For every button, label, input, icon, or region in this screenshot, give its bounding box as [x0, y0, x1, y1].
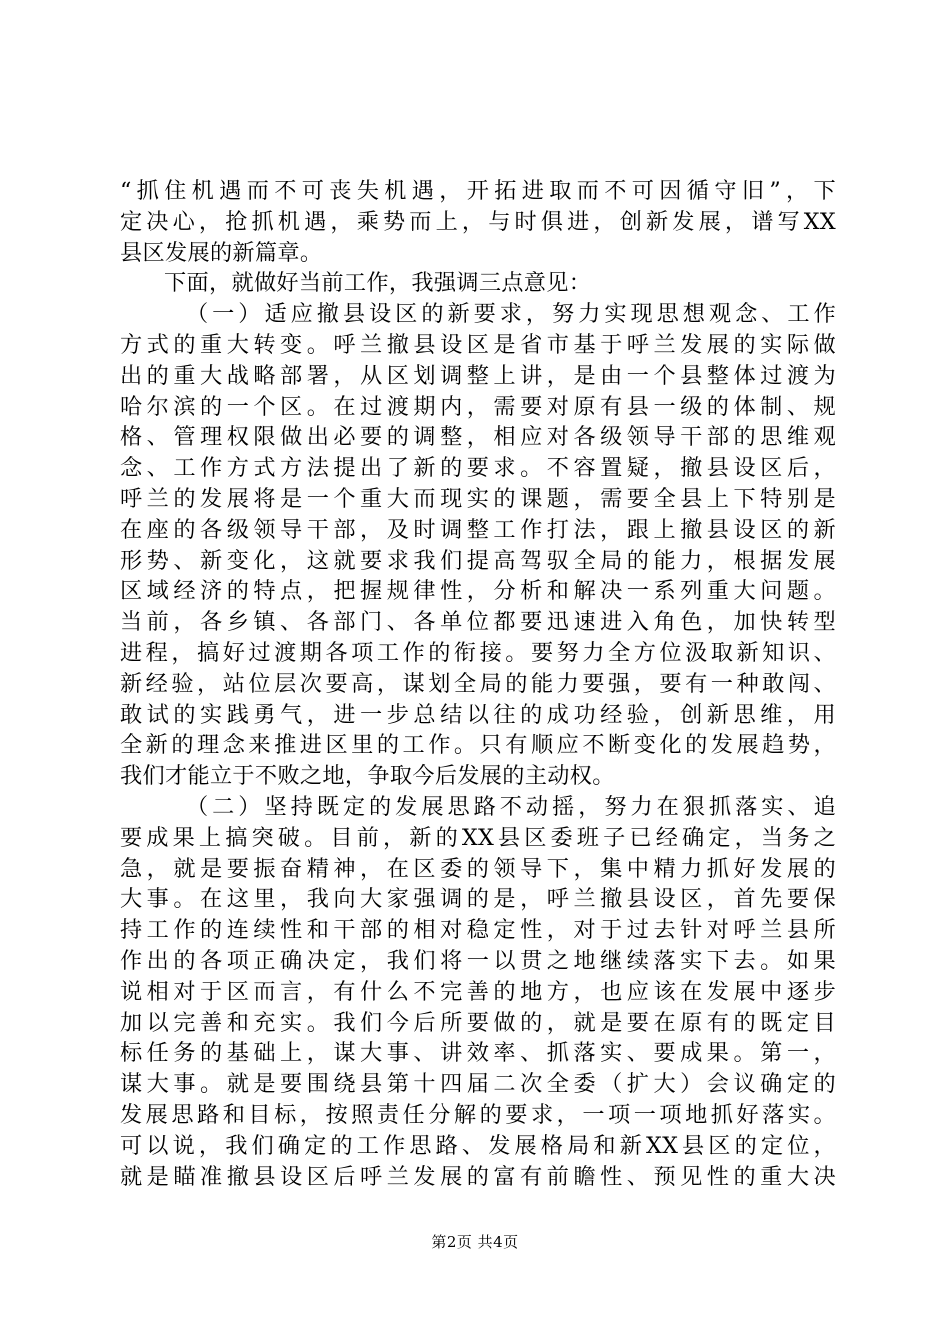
- text-line: 大事。在这里，我向大家强调的是，呼兰撤县设区，首先要保: [120, 886, 836, 913]
- text-line: 急，就是要振奋精神，在区委的领导下，集中精力抓好发展的: [120, 855, 836, 882]
- paragraph-intro-line: 下面，就做好当前工作，我强调三点意见：: [164, 270, 592, 297]
- text-line: 出的重大战略部署，从区划调整上讲，是由一个县整体过渡为: [120, 362, 836, 389]
- text-line: 作出的各项正确决定，我们将一以贯之地继续落实下去。如果: [120, 947, 836, 974]
- text-line: “抓住机遇而不可丧失机遇，开拓进取而不可因循守旧”，下: [120, 178, 836, 204]
- text-line: 新经验，站位层次要高，谋划全局的能力要强，要有一种敢闯、: [120, 670, 836, 697]
- text-line: 可以说，我们确定的工作思路、发展格局和新XX县区的定位，: [120, 1132, 836, 1159]
- text-line: 敢试的实践勇气，进一步总结以往的成功经验，创新思维，用: [120, 701, 836, 728]
- text-line: 念、工作方式方法提出了新的要求。不容置疑，撤县设区后，: [120, 455, 836, 482]
- body-text: [120, 176, 836, 1192]
- text-line: 区域经济的特点，把握规律性，分析和解决一系列重大问题。: [120, 578, 836, 605]
- text-line: 全新的理念来推进区里的工作。只有顺应不断变化的发展趋势，: [120, 732, 836, 759]
- text-line: 格、管理权限做出必要的调整，相应对各级领导干部的思维观: [120, 424, 836, 451]
- page-footer: [0, 1232, 950, 1252]
- text-line: 说相对于区而言，有什么不完善的地方，也应该在发展中逐步: [120, 978, 836, 1005]
- text-line: 形势、新变化，这就要求我们提高驾驭全局的能力，根据发展: [120, 547, 836, 574]
- text-line: 在座的各级领导干部，及时调整工作打法，跟上撤县设区的新: [120, 516, 836, 543]
- text-line: 哈尔滨的一个区。在过渡期内，需要对原有县一级的体制、规: [120, 393, 836, 420]
- text-line: 方式的重大转变。呼兰撤县设区是省市基于呼兰发展的实际做: [120, 331, 836, 358]
- text-line: 谋大事。就是要围绕县第十四届二次全委（扩大）会议确定的: [120, 1071, 836, 1098]
- text-line: 持工作的连续性和干部的相对稳定性，对于过去针对呼兰县所: [120, 917, 836, 944]
- text-line: 标任务的基础上，谋大事、讲效率、抓落实、要成果。第一，: [120, 1040, 836, 1067]
- text-line: 加以完善和充实。我们今后所要做的，就是要在原有的既定目: [120, 1009, 836, 1036]
- text-line: 我们才能立于不败之地，争取今后发展的主动权。: [120, 763, 615, 790]
- section-two-heading-line: （二）坚持既定的发展思路不动摇，努力在狠抓落实、追: [186, 793, 836, 820]
- text-line: 定决心，抢抓机遇，乘势而上，与时俱进，创新发展，谱写XX: [120, 208, 836, 235]
- text-line: 当前，各乡镇、各部门、各单位都要迅速进入角色，加快转型: [120, 609, 836, 636]
- page-number-label: 第2页 共4页: [431, 1233, 519, 1251]
- text-line: 就是瞄准撤县设区后呼兰发展的富有前瞻性、预见性的重大决: [120, 1163, 836, 1190]
- text-line: 进程，搞好过渡期各项工作的衔接。要努力全方位汲取新知识、: [120, 639, 836, 666]
- text-line: 发展思路和目标，按照责任分解的要求，一项一项地抓好落实。: [120, 1101, 836, 1128]
- text-line: 县区发展的新篇章。: [120, 239, 323, 266]
- text-line: 呼兰的发展将是一个重大而现实的课题，需要全县上下特别是: [120, 485, 836, 512]
- section-one-heading-line: （一）适应撤县设区的新要求，努力实现思想观念、工作: [186, 301, 836, 328]
- text-line: 要成果上搞突破。目前，新的XX县区委班子已经确定，当务之: [120, 824, 836, 851]
